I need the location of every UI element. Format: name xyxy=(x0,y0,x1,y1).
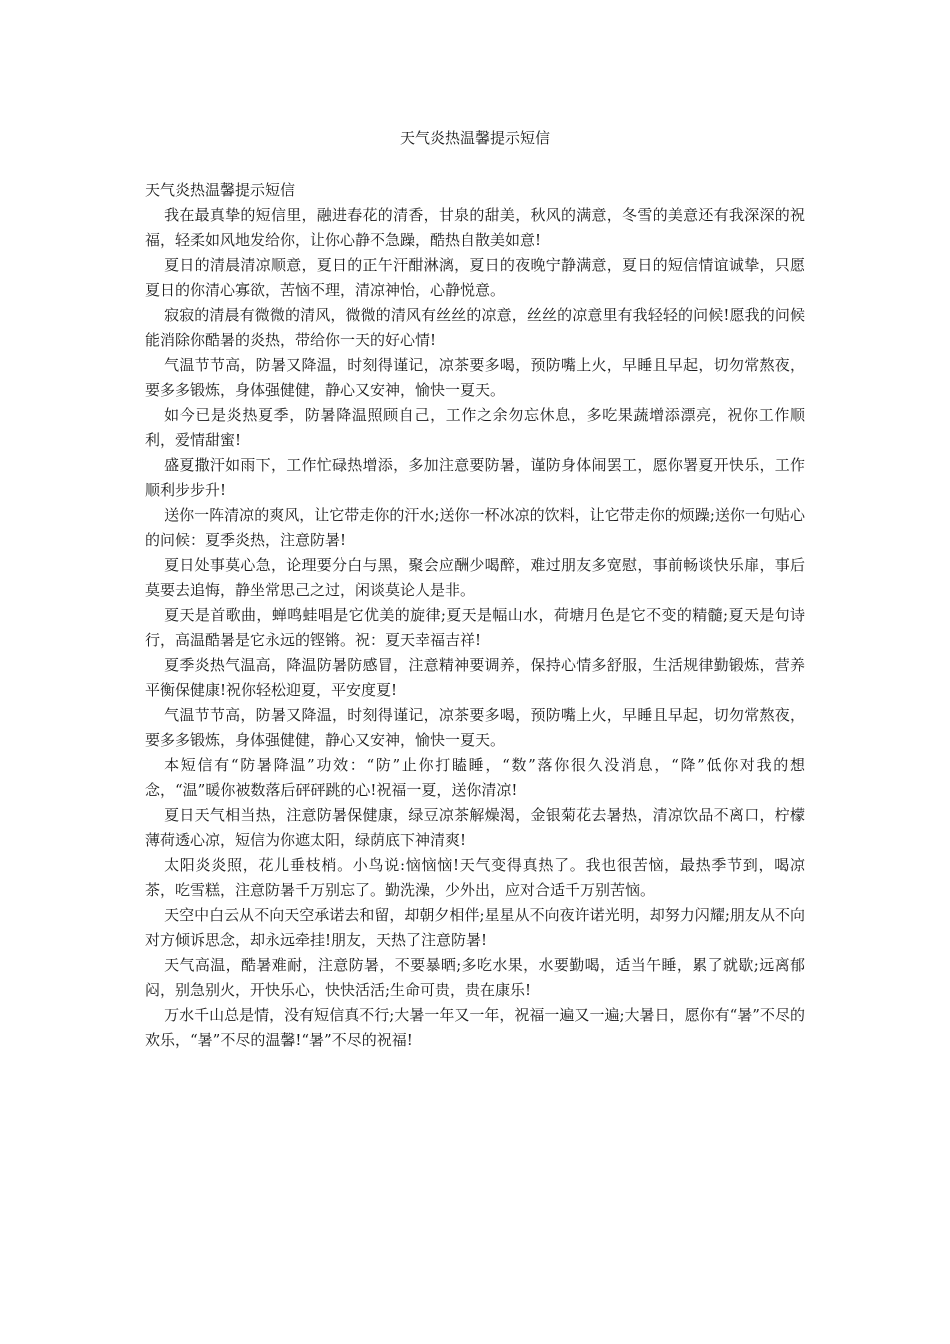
paragraph: 夏季炎热气温高，降温防暑防感冒，注意精神要调养，保持心情多舒服，生活规律勤锻炼，营养平衡保健康!祝你轻松迎夏，平安度夏! xyxy=(145,656,805,699)
paragraph: 送你一阵清凉的爽风，让它带走你的汗水;送你一杯冰凉的饮料，让它带走你的烦躁;送你一句贴心的问候：夏季炎热，注意防暑! xyxy=(145,506,805,549)
paragraph: 本短信有“防暑降温”功效：“防”止你打瞌睡，“数”落你很久没消息，“降”低你对我的想念，“温”暖你被数落后砰砰跳的心!祝福一夏，送你清凉! xyxy=(145,756,805,799)
paragraph: 寂寂的清晨有微微的清风，微微的清风有丝丝的凉意，丝丝的凉意里有我轻轻的问候!愿我的问候能消除你酷暑的炎热，带给你一天的好心情! xyxy=(145,306,805,349)
document-subtitle: 天气炎热温馨提示短信 xyxy=(145,181,296,199)
paragraph: 气温节节高，防暑又降温，时刻得谨记，凉茶要多喝，预防嘴上火，早睡且早起，切勿常熬夜，要多多锻炼，身体强健健，静心又安神，愉快一夏天。 xyxy=(145,356,805,399)
paragraph: 如今已是炎热夏季，防暑降温照顾自己，工作之余勿忘休息，多吃果蔬增添漂亮，祝你工作顺利，爱情甜蜜! xyxy=(145,406,805,449)
paragraph: 夏天是首歌曲，蝉鸣蛙唱是它优美的旋律;夏天是幅山水，荷塘月色是它不变的精髓;夏天是句诗行，高温酷暑是它永远的铿锵。祝：夏天幸福吉祥! xyxy=(145,606,805,649)
paragraph: 太阳炎炎照，花儿垂枝梢。小鸟说:恼恼恼!天气变得真热了。我也很苦恼，最热季节到，喝凉茶，吃雪糕，注意防暑千万别忘了。勤洗澡，少外出，应对合适千万别苦恼。 xyxy=(145,856,805,899)
document-body xyxy=(145,178,805,1053)
paragraph: 盛夏撒汗如雨下，工作忙碌热增添，多加注意要防暑，谨防身体闹罢工，愿你署夏开快乐，工作顺利步步升! xyxy=(145,456,805,499)
document-title: 天气炎热温馨提示短信 xyxy=(399,129,550,147)
paragraph: 万水千山总是情，没有短信真不行;大暑一年又一年，祝福一遍又一遍;大暑日，愿你有“暑”不尽的欢乐，“暑”不尽的温馨!“暑”不尽的祝福! xyxy=(145,1006,805,1049)
paragraph: 天气高温，酷暑难耐，注意防暑，不要暴晒;多吃水果，水要勤喝，适当午睡，累了就歇;远离郁闷，别急别火，开快乐心，快快活活;生命可贵，贵在康乐! xyxy=(145,956,805,999)
paragraph: 夏日处事莫心急，论理要分白与黑，聚会应酬少喝醉，难过朋友多宽慰，事前畅谈快乐扉，事后莫要去追悔，静坐常思己之过，闲谈莫论人是非。 xyxy=(145,556,805,599)
paragraph: 夏日的清晨清凉顺意，夏日的正午汗酣淋漓，夏日的夜晚宁静满意，夏日的短信情谊诚挚，只愿夏日的你清心寡欲，苦恼不理，清凉神怡，心静悦意。 xyxy=(145,256,805,299)
paragraph: 夏日天气相当热，注意防暑保健康，绿豆凉茶解燥渴，金银菊花去暑热，清凉饮品不离口，柠檬薄荷透心凉，短信为你遮太阳，绿荫底下神清爽! xyxy=(145,806,805,849)
paragraph: 天空中白云从不向天空承诺去和留，却朝夕相伴;星星从不向夜许诺光明，却努力闪耀;朋友从不向对方倾诉思念，却永远牵挂!朋友，天热了注意防暑! xyxy=(145,906,805,949)
paragraph: 我在最真挚的短信里，融进春花的清香，甘泉的甜美，秋风的满意，冬雪的美意还有我深深的祝福，轻柔如风地发给你，让你心静不急躁，酷热自散美如意! xyxy=(145,206,805,249)
paragraph: 气温节节高，防暑又降温，时刻得谨记，凉茶要多喝，预防嘴上火，早睡且早起，切勿常熬夜，要多多锻炼，身体强健健，静心又安神，愉快一夏天。 xyxy=(145,706,805,749)
